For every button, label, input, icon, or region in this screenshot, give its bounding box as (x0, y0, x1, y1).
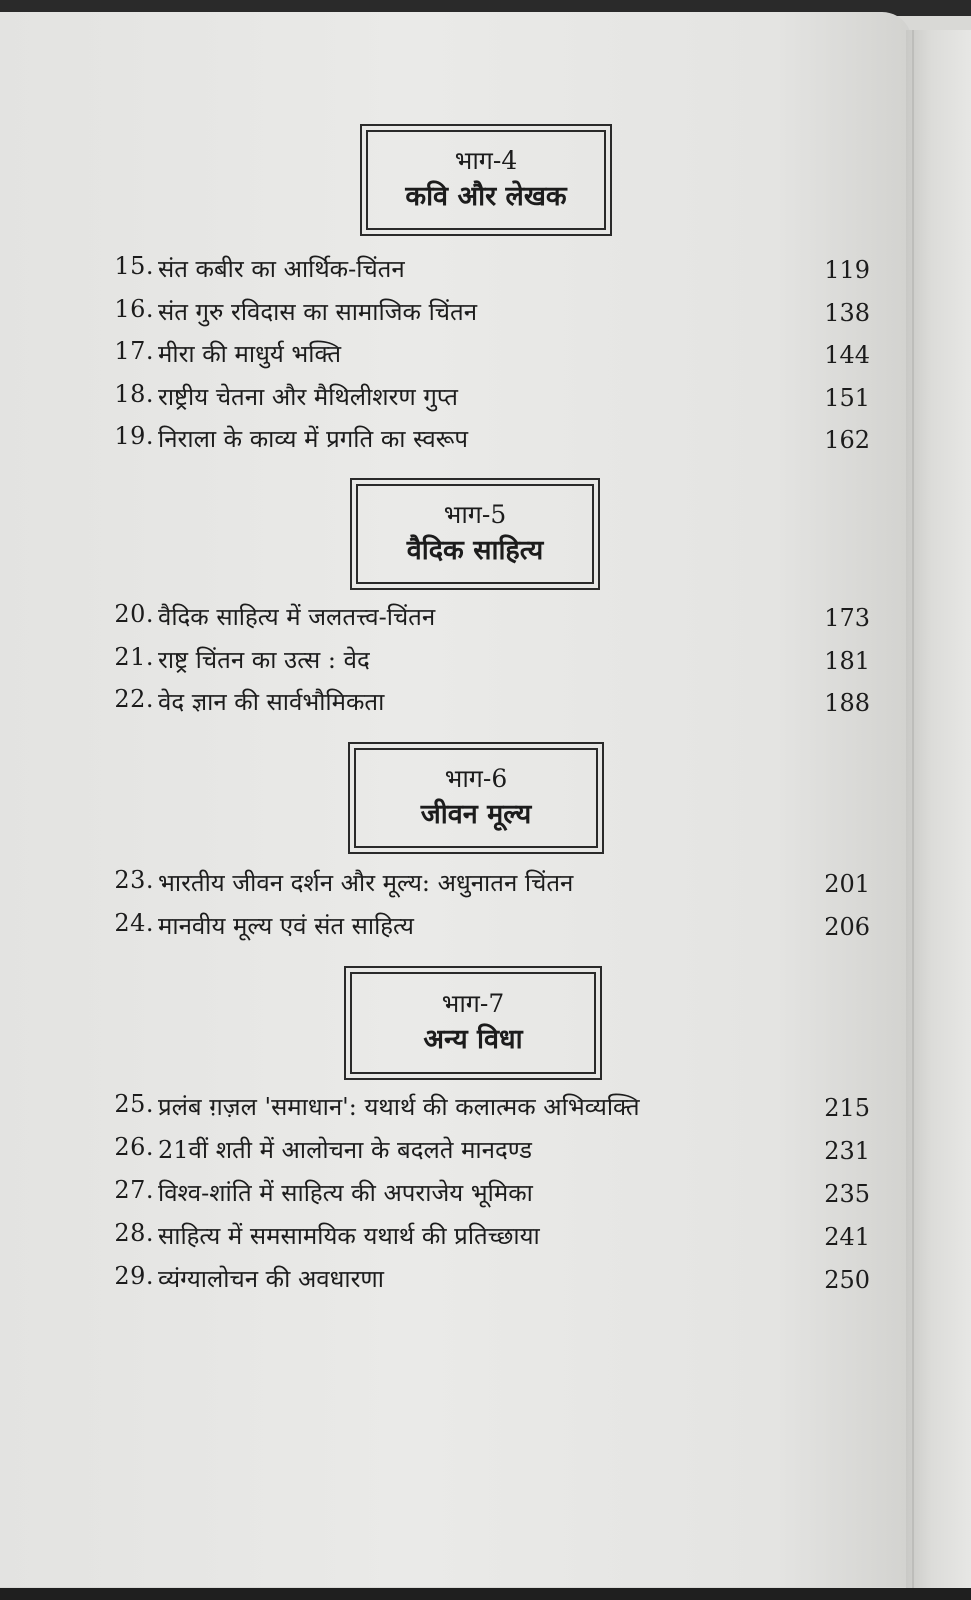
section-title: अन्य विधा (423, 1024, 523, 1055)
toc-entry[interactable] (100, 909, 870, 949)
toc-entry[interactable] (100, 643, 870, 683)
toc-entry[interactable] (100, 1262, 870, 1302)
toc-entry[interactable] (100, 295, 870, 335)
entry-page: 231 (824, 1137, 870, 1165)
entry-number: 25. (114, 1090, 154, 1118)
toc-entry[interactable] (100, 1090, 870, 1130)
toc-entry[interactable] (100, 685, 870, 725)
entry-page: 181 (824, 647, 870, 675)
entry-page: 206 (824, 913, 870, 941)
entry-number: 15. (114, 252, 154, 280)
entry-page: 173 (824, 604, 870, 632)
entry-page: 215 (824, 1094, 870, 1122)
toc-entry[interactable] (100, 337, 870, 377)
entry-number: 21. (114, 643, 154, 671)
entry-title: संत कबीर का आर्थिक-चिंतन (158, 255, 405, 283)
entry-title: 21वीं शती में आलोचना के बदलते मानदण्ड (158, 1136, 532, 1164)
section-title: जीवन मूल्य (420, 799, 532, 830)
entry-title: भारतीय जीवन दर्शन और मूल्य: अधुनातन चिंतन (158, 869, 574, 897)
entry-number: 19. (114, 422, 154, 450)
entry-title: वैदिक साहित्य में जलतत्त्व-चिंतन (158, 603, 436, 631)
entry-page: 188 (824, 689, 870, 717)
section-part-label: भाग-7 (441, 989, 505, 1018)
section-title: वैदिक साहित्य (406, 535, 544, 566)
toc-entry[interactable] (100, 1219, 870, 1259)
entry-number: 26. (114, 1133, 154, 1161)
toc-entry[interactable] (100, 380, 870, 420)
entry-number: 23. (114, 866, 154, 894)
toc-entry[interactable] (100, 600, 870, 640)
entry-number: 18. (114, 380, 154, 408)
section-header-7 (344, 966, 602, 1080)
page-stack-edge (906, 30, 971, 1600)
entry-title: निराला के काव्य में प्रगति का स्वरूप (158, 425, 469, 453)
entry-page: 241 (824, 1223, 870, 1251)
entry-number: 22. (114, 685, 154, 713)
entry-page: 235 (824, 1180, 870, 1208)
entry-title: राष्ट्र चिंतन का उत्स : वेद (158, 646, 370, 674)
entry-page: 151 (824, 384, 870, 412)
entry-title: वेद ज्ञान की सार्वभौमिकता (158, 688, 385, 716)
toc-entry[interactable] (100, 1133, 870, 1173)
section-part-label: भाग-5 (443, 500, 507, 529)
entry-title: व्यंग्यालोचन की अवधारणा (158, 1265, 385, 1293)
section-title: कवि और लेखक (405, 181, 567, 212)
section-header-6 (348, 742, 604, 854)
entry-title: संत गुरु रविदास का सामाजिक चिंतन (158, 298, 478, 326)
toc-entry[interactable] (100, 252, 870, 292)
entry-number: 17. (114, 337, 154, 365)
entry-number: 28. (114, 1219, 154, 1247)
section-part-label: भाग-4 (454, 146, 518, 175)
entry-title: मीरा की माधुर्य भक्ति (158, 340, 342, 368)
entry-page: 250 (824, 1266, 870, 1294)
entry-number: 16. (114, 295, 154, 323)
entry-number: 20. (114, 600, 154, 628)
entry-title: प्रलंब ग़ज़ल 'समाधान': यथार्थ की कलात्मक अभिव्यक्ति (158, 1093, 640, 1121)
entry-page: 162 (824, 426, 870, 454)
section-part-label: भाग-6 (444, 764, 508, 793)
entry-page: 144 (824, 341, 870, 369)
entry-page: 119 (824, 256, 870, 284)
entry-title: राष्ट्रीय चेतना और मैथिलीशरण गुप्त (158, 383, 458, 411)
toc-entry[interactable] (100, 1176, 870, 1216)
entry-number: 29. (114, 1262, 154, 1290)
entry-title: विश्व-शांति में साहित्य की अपराजेय भूमिका (158, 1179, 533, 1207)
entry-number: 24. (114, 909, 154, 937)
toc-entry[interactable] (100, 422, 870, 462)
entry-title: साहित्य में समसामयिक यथार्थ की प्रतिच्छाया (158, 1222, 540, 1250)
entry-number: 27. (114, 1176, 154, 1204)
section-header-5 (350, 478, 600, 590)
background-strip-bottom (0, 1588, 971, 1600)
entry-page: 138 (824, 299, 870, 327)
entry-page: 201 (824, 870, 870, 898)
entry-title: मानवीय मूल्य एवं संत साहित्य (158, 912, 414, 940)
section-header-4 (360, 124, 612, 236)
toc-entry[interactable] (100, 866, 870, 906)
